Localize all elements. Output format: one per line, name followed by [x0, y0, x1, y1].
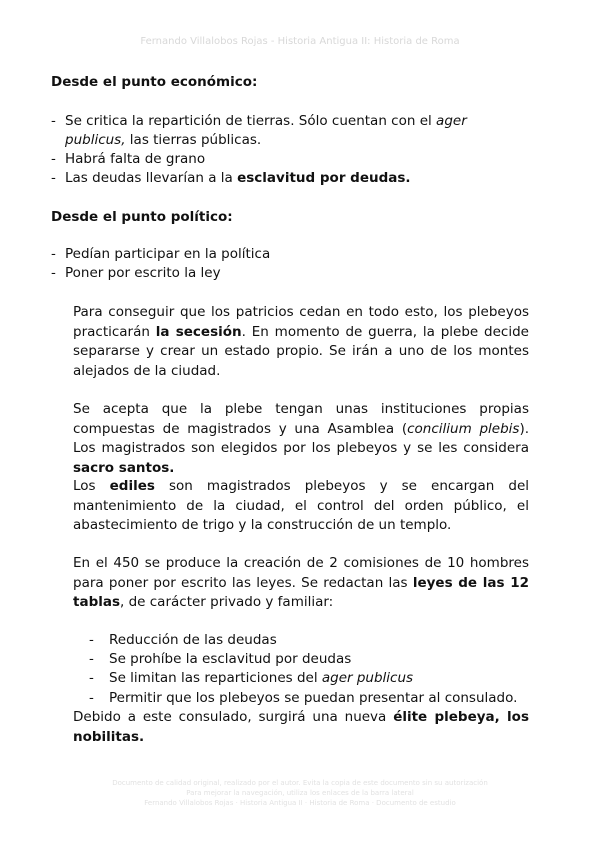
footer-line: Documento de calidad original, realizado por el autor. Evita la copia de este documento sin su autorización: [112, 779, 488, 787]
list-item: - Las deudas llevarían a la esclavitud por deudas.: [51, 170, 411, 186]
page-header: Fernando Villalobos Rojas - Historia Antigua II: Historia de Roma: [140, 36, 460, 47]
paragraph-nobilitas: Debido a este consulado, surgirá una nueva élite plebeya, los nobilitas.: [73, 709, 529, 745]
list-item: - Se critica la repartición de tierras. Sólo cuentan con el ager publicus, las tierras públicas.: [51, 113, 467, 148]
paragraph-ediles: Los ediles son magistrados plebeyos y se encargan del mantenimiento de la ciudad, el control del orden público, el abastecimiento de trigo y la construcción de un templo.: [73, 478, 529, 534]
list-item: - Se prohíbe la esclavitud por deudas: [89, 651, 352, 668]
list-item: - Pedían participar en la política: [51, 246, 271, 262]
list-item: - Reducción de las deudas: [89, 632, 277, 648]
paragraph-12-tablas: En el 450 se produce la creación de 2 comisiones de 10 hombres para poner por escrito las leyes. Se redactan las leyes de las 12 tablas, de carácter privado y familiar:: [73, 555, 529, 611]
list-item: - Se limitan las reparticiones del ager publicus: [89, 670, 414, 687]
paragraph-secesion: Para conseguir que los patricios cedan en todo esto, los plebeyos practicarán la secesión. En momento de guerra, la plebe decide separarse y crear un estado propio. Se irán a uno de los montes alejados de la ciudad.: [73, 304, 529, 379]
list-item: - Permitir que los plebeyos se puedan presentar al consulado.: [89, 689, 518, 706]
footer-line: Fernando Villalobos Rojas · Historia Antigua II · Historia de Roma · Documento de estudio: [144, 799, 456, 807]
paragraph-instituciones: Se acepta que la plebe tengan unas instituciones propias compuestas de magistrados y una Asamblea (concilium plebis). Los magistrados son elegidos por los plebeyos y se les considera sacro santos.: [73, 401, 529, 476]
list-item: - Habrá falta de grano: [51, 151, 206, 167]
political-list: [51, 245, 531, 283]
heading-political: Desde el punto político:: [51, 209, 233, 225]
tablas-list: [89, 631, 529, 708]
heading-economic: Desde el punto económico:: [51, 74, 258, 90]
list-item: - Poner por escrito la ley: [51, 265, 221, 281]
economic-list: [51, 112, 531, 188]
page-footer: [0, 778, 600, 808]
footer-line: Para mejorar la navegación, utiliza los enlaces de la barra lateral: [186, 789, 414, 797]
